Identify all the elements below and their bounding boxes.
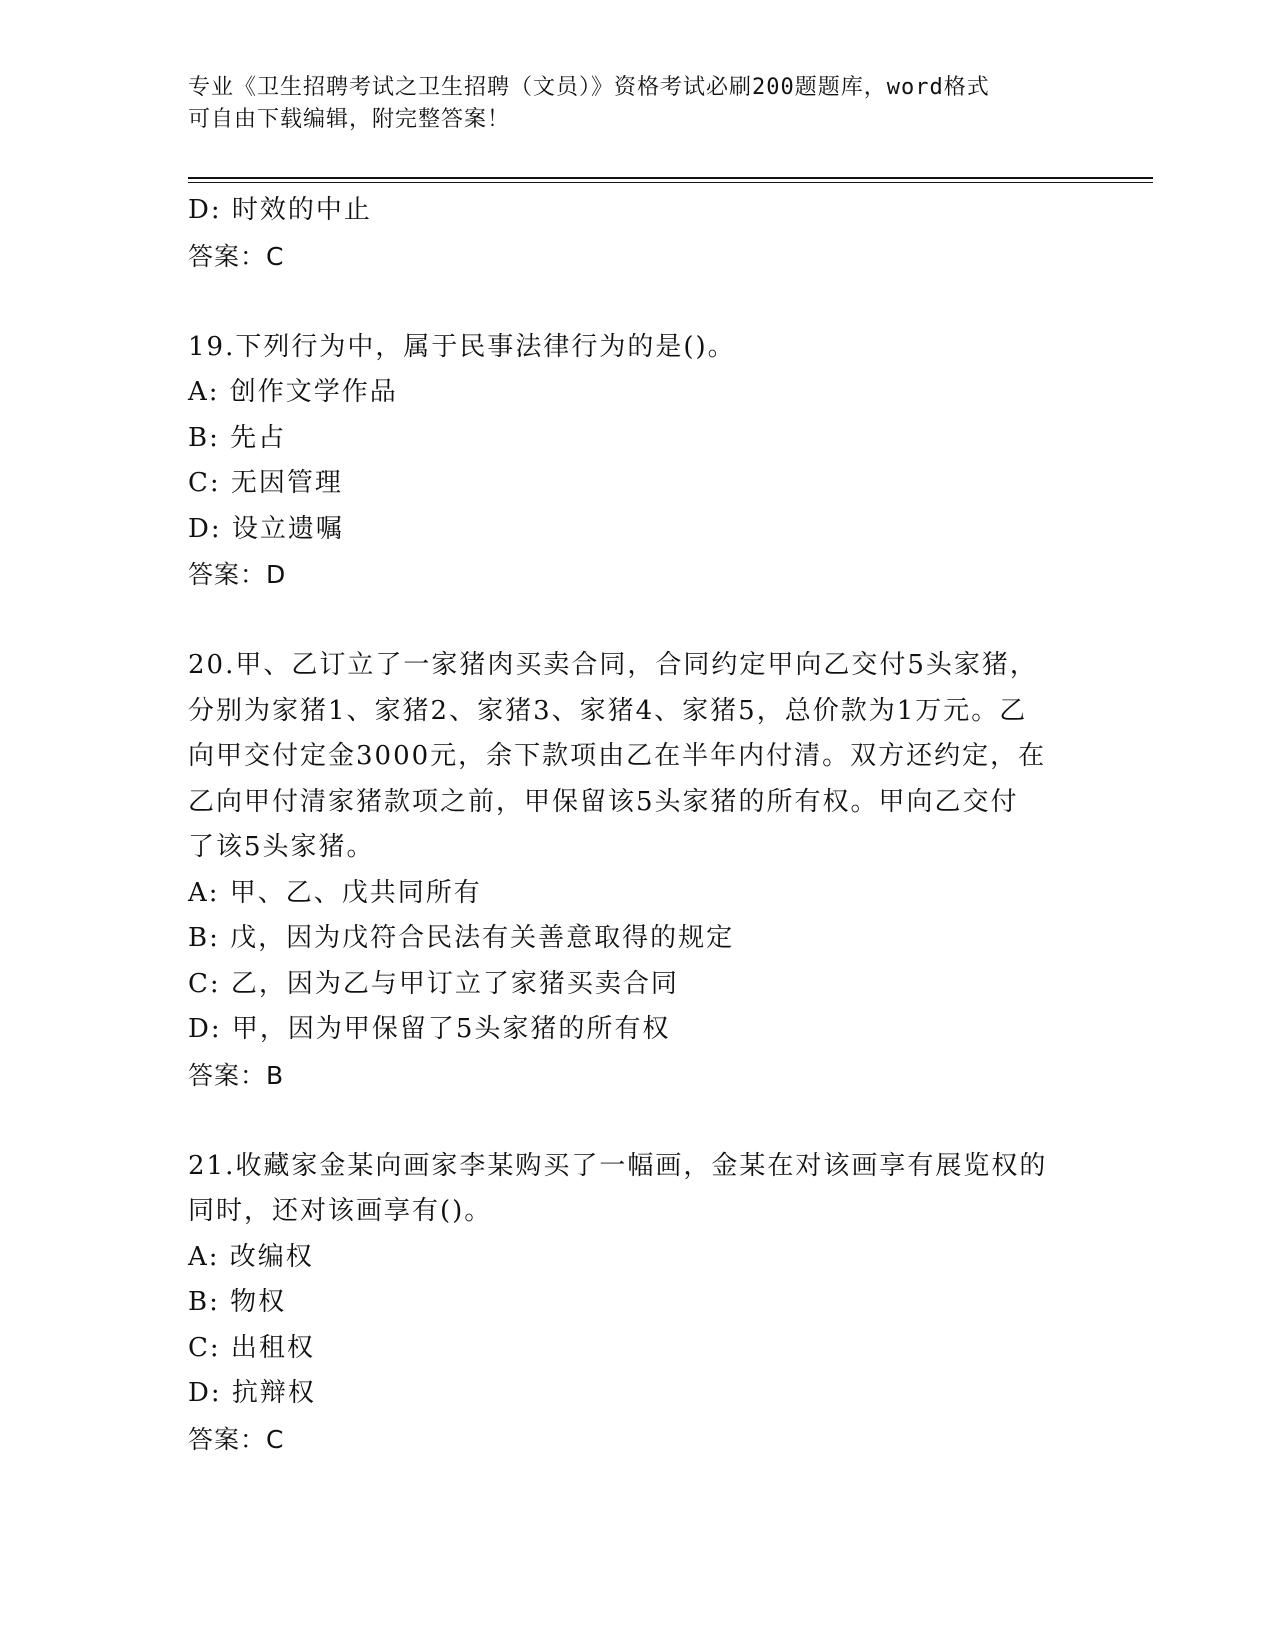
answer-line: 答案：B	[188, 1060, 285, 1090]
question-stem-line: 乙向甲付清家猪款项之前，甲保留该5头家猪的所有权。甲向乙交付	[188, 786, 1019, 817]
option-d: D: 设立遗嘱	[188, 513, 344, 544]
answer-line: 答案：D	[188, 560, 287, 589]
option-d: D: 抗辩权	[188, 1378, 316, 1408]
option-d: D: 时效的中止	[188, 195, 372, 225]
question-stem: 19.下列行为中，属于民事法律行为的是()。	[188, 331, 736, 362]
answer-line: 答案：C	[188, 1424, 285, 1454]
option-b: B: 物权	[188, 1287, 287, 1317]
question-spacer	[188, 598, 1088, 644]
option-c: C: 乙，因为乙与甲订立了家猪买卖合同	[188, 968, 679, 999]
option-a: A: 改编权	[188, 1241, 314, 1272]
question-content	[188, 188, 1088, 1462]
header-intro-line-1: 专业《卫生招聘考试之卫生招聘（文员）》资格考试必刷200题题库，word格式	[188, 75, 990, 100]
question-stem-line: 同时，还对该画享有()。	[188, 1196, 493, 1226]
question-stem-line: 分别为家猪1、家猪2、家猪3、家猪4、家猪5，总价款为1万元。乙	[188, 695, 1028, 726]
option-c: C: 出租权	[188, 1332, 315, 1363]
header-divider-thick	[188, 177, 1153, 179]
question-stem-line: 20.甲、乙订立了一家猪肉买卖合同，合同约定甲向乙交付5头家猪，	[188, 650, 1038, 680]
question-stem-line: 向甲交付定金3000元，余下款项由乙在半年内付清。双方还约定，在	[188, 741, 1047, 771]
header-intro-line-2: 可自由下载编辑，附完整答案！	[188, 107, 511, 132]
option-b: B: 戊，因为戊符合民法有关善意取得的规定	[188, 923, 735, 953]
option-b: B: 先占	[188, 422, 287, 453]
question-20	[188, 643, 1088, 1098]
question-spacer	[188, 279, 1088, 325]
question-21	[188, 1144, 1088, 1463]
option-a: A: 创作文学作品	[188, 377, 398, 407]
question-stem-line: 21.收藏家金某向画家李某购买了一幅画，金某在对该画享有展览权的	[188, 1150, 1048, 1181]
question-spacer	[188, 1098, 1088, 1144]
header-divider-thin	[188, 182, 1153, 183]
document-header	[188, 72, 1088, 136]
option-a: A: 甲、乙、戊共同所有	[188, 877, 482, 908]
question-stem-line: 了该5头家猪。	[188, 832, 375, 862]
previous-question-tail	[188, 188, 1088, 279]
question-19	[188, 325, 1088, 598]
option-c: C: 无因管理	[188, 468, 343, 498]
answer-line: 答案：C	[188, 241, 285, 271]
option-d: D: 甲，因为甲保留了5头家猪的所有权	[188, 1014, 671, 1044]
